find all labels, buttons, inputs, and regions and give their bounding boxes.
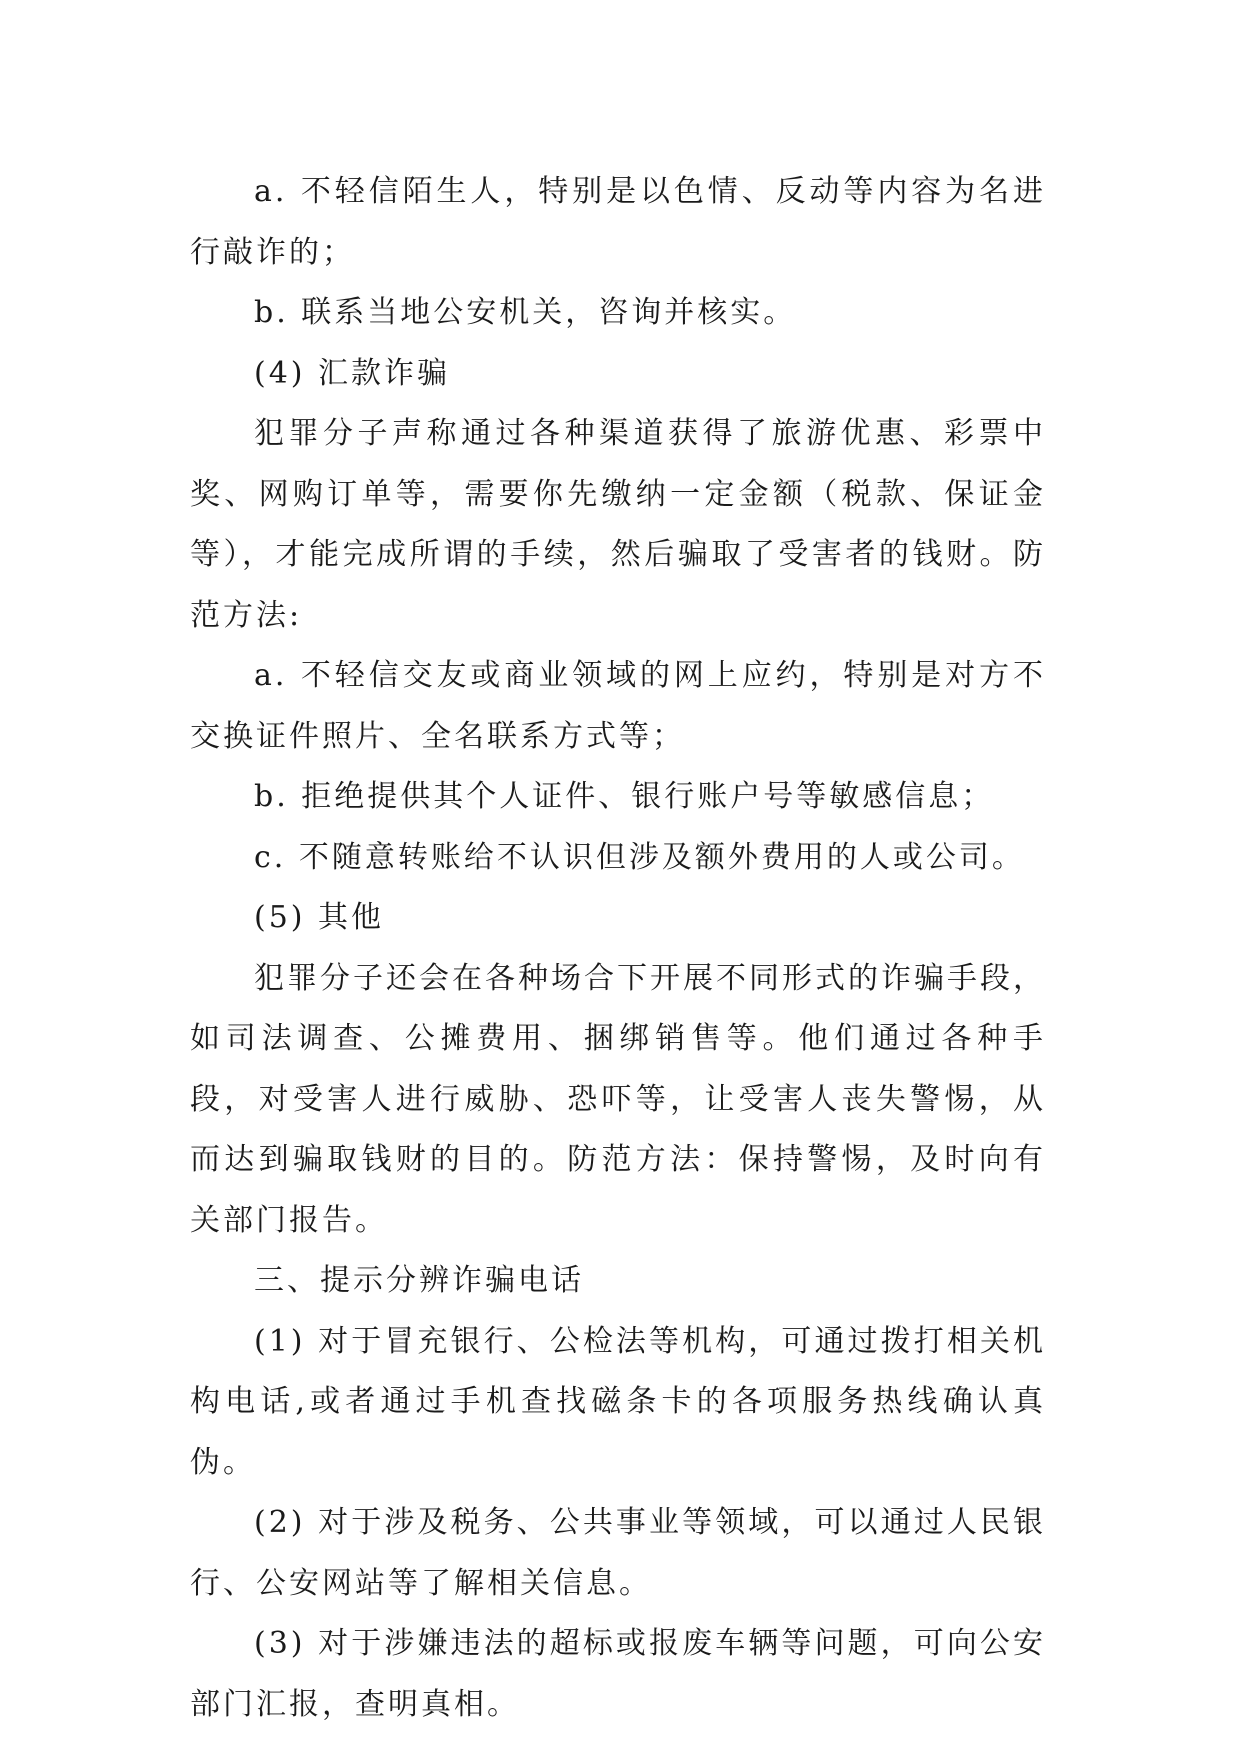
section-heading-remittance-fraud: (4) 汇款诈骗 (254, 355, 451, 391)
paragraph-identify-2: (2) 对于涉及税务、公共事业等领域，可以通过人民银行、公安网站等了解相关信息。 (190, 1505, 1046, 1601)
section-heading-other: (5) 其他 (254, 900, 385, 935)
paragraph-remittance-fraud-desc: 犯罪分子声称通过各种渠道获得了旅游优惠、彩票中奖、网购订单等，需要你先缴纳一定金额（税款、保证金等），才能完成所谓的手续，然后骗取了受害者的钱财。防范方法: (190, 416, 1046, 633)
paragraph-remittance-tip-b: b. 拒绝提供其个人证件、银行账户号等敏感信息； (254, 779, 995, 814)
paragraph-tip-a-stranger: a. 不轻信陌生人，特别是以色情、反动等内容为名进行敲诈的； (190, 174, 1046, 270)
paragraph-remittance-tip-c: c. 不随意转账给不认识但涉及额外费用的人或公司。 (254, 839, 1025, 875)
paragraph-tip-b-police: b. 联系当地公安机关，咨询并核实。 (254, 295, 797, 330)
paragraph-other-desc: 犯罪分子还会在各种场合下开展不同形式的诈骗手段，如司法调查、公摊费用、捆绑销售等。他们通过各种手段，对受害人进行威胁、恐吓等，让受害人丧失警惕，从而达到骗取钱财的目的。防范方法：保持警惕，及时向有关部门报告。 (190, 960, 1046, 1238)
document-body (190, 162, 1046, 1735)
section-heading-identify-calls: 三、提示分辨诈骗电话 (254, 1263, 584, 1298)
paragraph-identify-1: (1) 对于冒充银行、公检法等机构，可通过拨打相关机构电话,或者通过手机查找磁条卡的各项服务热线确认真伪。 (190, 1323, 1046, 1480)
paragraph-identify-3: (3) 对于涉嫌违法的超标或报废车辆等问题，可向公安部门汇报，查明真相。 (190, 1626, 1046, 1722)
paragraph-remittance-tip-a: a. 不轻信交友或商业领域的网上应约，特别是对方不交换证件照片、全名联系方式等； (190, 658, 1046, 754)
